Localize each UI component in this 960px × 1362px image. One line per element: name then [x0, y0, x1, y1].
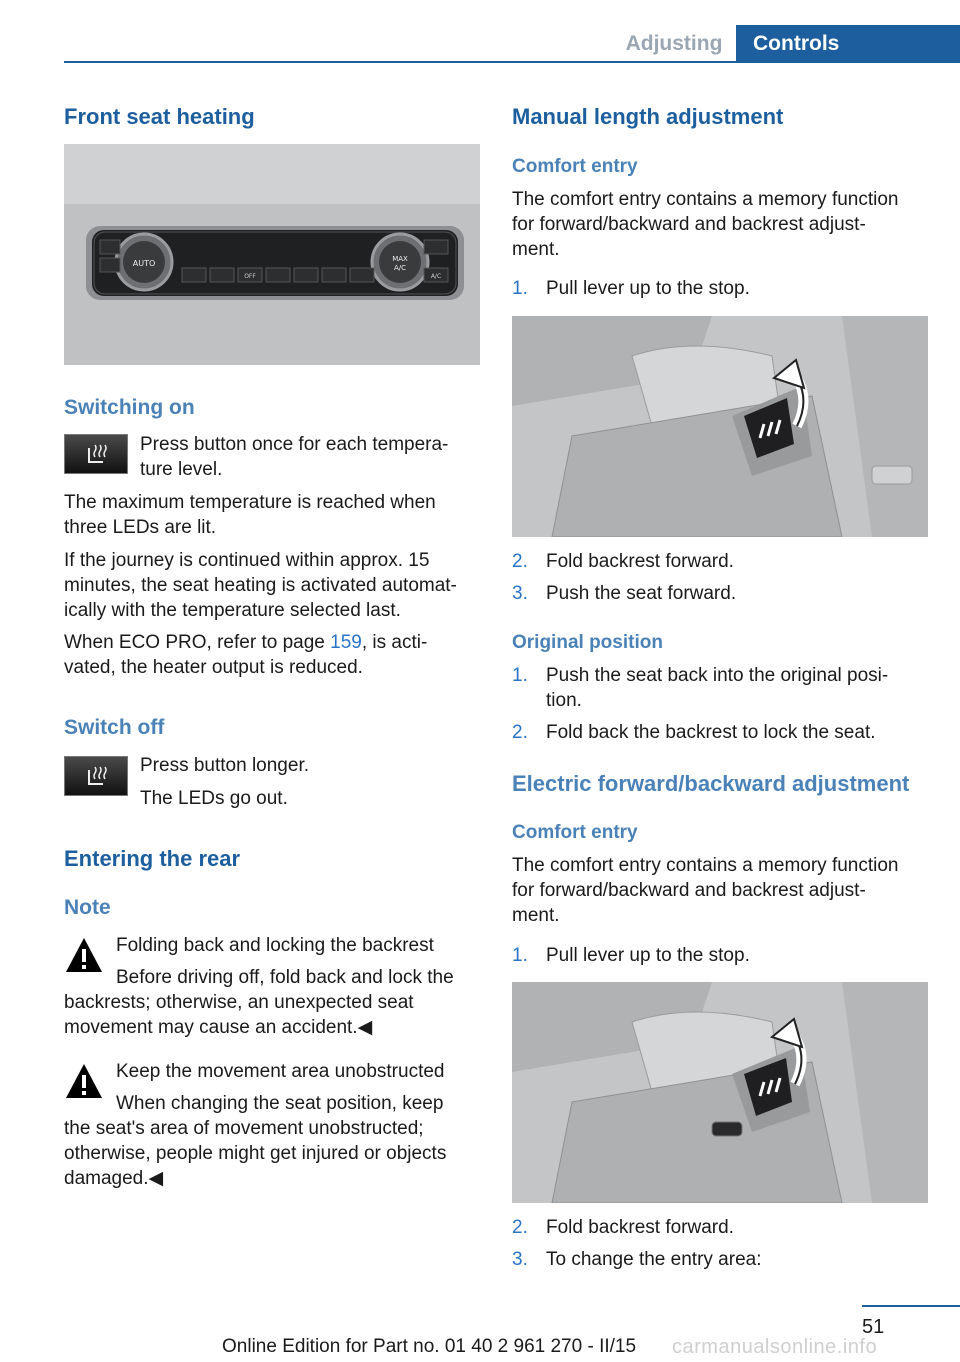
warning-1-text-2: backrests; otherwise, an unexpected seat	[64, 992, 414, 1013]
step-text: Fold backrest forward.	[546, 1217, 734, 1238]
page-number: 51	[862, 1316, 885, 1338]
comfort-entry-2-text-2: for forward/backward and backrest adjust‐	[512, 880, 866, 901]
heading-switch-off: Switch off	[64, 716, 165, 739]
comfort-entry-2-text-1: The comfort entry contains a memory function	[512, 855, 899, 876]
step-text-cont: tion.	[546, 690, 582, 711]
step-text: Pull lever up to the stop.	[546, 278, 750, 299]
warning-1-text-1: Before driving off, fold back and lock the	[116, 967, 454, 988]
comfort-entry-1-text-2: for forward/backward and backrest adjust‐	[512, 214, 866, 235]
heading-original-position: Original position	[512, 632, 663, 653]
comfort-entry-1-text-1: The comfort entry contains a memory function	[512, 189, 899, 210]
svg-text:AUTO: AUTO	[132, 259, 156, 268]
warning-1-title: Folding back and locking the backrest	[116, 935, 434, 956]
seat-lever-image-2	[512, 982, 928, 1203]
eco-text-1a: When ECO PRO, refer to page	[64, 632, 331, 653]
journey-text-1: If the journey is continued within approx. 15	[64, 550, 430, 571]
heading-electric-adjustment: Electric forward/backward adjustment	[512, 771, 910, 796]
heading-comfort-entry-1: Comfort entry	[512, 156, 638, 177]
header-rule	[64, 61, 960, 63]
max-temp-text-2: three LEDs are lit.	[64, 517, 217, 538]
warning-2-title: Keep the movement area unobstructed	[116, 1061, 445, 1082]
step-text: Pull lever up to the stop.	[546, 945, 750, 966]
eco-text-1	[64, 630, 427, 655]
step-number: 2.	[512, 1217, 528, 1238]
svg-text:MAX: MAX	[392, 255, 408, 263]
warning-2-text-4: damaged.◀	[64, 1168, 164, 1189]
seat-lever-illustration-1	[512, 316, 928, 537]
step-text: Push the seat forward.	[546, 583, 737, 604]
step-number: 3.	[512, 583, 528, 604]
edition-footer: Online Edition for Part no. 01 40 2 961 270 - II/15	[222, 1336, 637, 1357]
journey-text-2: minutes, the seat heating is activated automat‐	[64, 575, 457, 596]
warning-triangle-icon	[64, 1062, 104, 1100]
step-text: Fold backrest forward.	[546, 551, 734, 572]
page-link-159[interactable]: 159	[330, 632, 362, 653]
step-number: 3.	[512, 1249, 528, 1270]
warning-2-text-2: the seat's area of movement unobstructed;	[64, 1118, 424, 1139]
step-number: 1.	[512, 278, 528, 299]
svg-text:A/C: A/C	[393, 264, 407, 272]
warning-2-text-1: When changing the seat position, keep	[116, 1093, 444, 1114]
climate-panel-image	[64, 144, 480, 365]
heading-manual-length: Manual length adjustment	[512, 104, 784, 129]
heading-note: Note	[64, 896, 111, 919]
journey-text-3: ically with the temperature selected last.	[64, 600, 401, 621]
heading-comfort-entry-2: Comfort entry	[512, 822, 638, 843]
switching-on-text-2: ture level.	[140, 459, 223, 480]
watermark: carmanualsonline.info	[672, 1336, 878, 1358]
heading-entering-rear: Entering the rear	[64, 846, 241, 871]
step-number: 2.	[512, 722, 528, 743]
comfort-entry-1-text-3: ment.	[512, 239, 560, 260]
seat-lever-illustration-2	[512, 982, 928, 1203]
svg-text:OFF: OFF	[244, 273, 256, 280]
climate-panel-illustration	[64, 144, 480, 365]
max-temp-text-1: The maximum temperature is reached when	[64, 492, 436, 513]
step-text: To change the entry area:	[546, 1249, 762, 1270]
warning-2-text-3: otherwise, people might get injured or objects	[64, 1143, 447, 1164]
heading-switching-on: Switching on	[64, 396, 195, 419]
seat-heating-button-icon-off	[64, 756, 128, 796]
footer-rule	[862, 1305, 960, 1307]
warning-triangle-icon	[64, 936, 104, 974]
header-section-tab[interactable]: Adjusting	[625, 32, 723, 55]
switch-off-text-2: The LEDs go out.	[140, 788, 288, 809]
eco-text-1b: , is acti‐	[361, 632, 428, 653]
step-text: Fold back the backrest to lock the seat.	[546, 722, 876, 743]
step-number: 1.	[512, 945, 528, 966]
comfort-entry-2-text-3: ment.	[512, 905, 560, 926]
seat-heating-button-icon	[64, 434, 128, 474]
switch-off-text-1: Press button longer.	[140, 755, 309, 776]
step-number: 1.	[512, 665, 528, 686]
svg-text:A/C: A/C	[430, 273, 442, 280]
header-chapter-tab[interactable]: Controls	[736, 25, 960, 63]
seat-lever-image-1	[512, 316, 928, 537]
heading-front-seat-heating: Front seat heating	[64, 104, 255, 129]
step-number: 2.	[512, 551, 528, 572]
eco-text-2: vated, the heater output is reduced.	[64, 657, 363, 678]
step-text: Push the seat back into the original posi‐	[546, 665, 889, 686]
switching-on-text-1: Press button once for each tempera‐	[140, 434, 449, 455]
warning-1-text-3: movement may cause an accident.◀	[64, 1017, 373, 1038]
